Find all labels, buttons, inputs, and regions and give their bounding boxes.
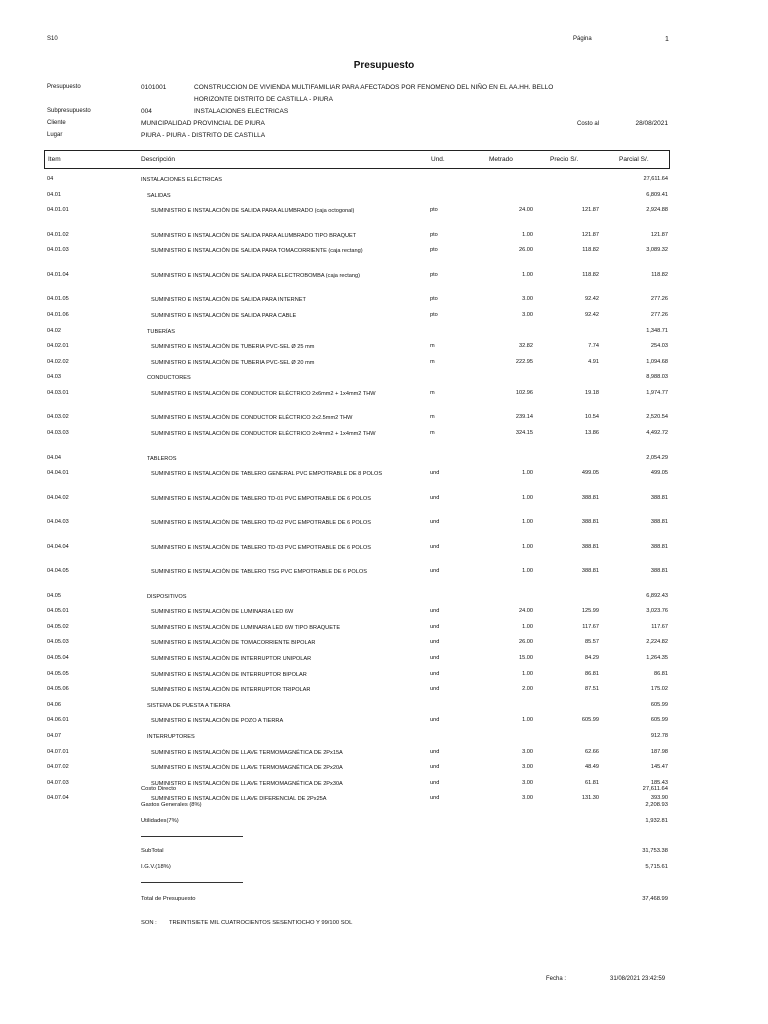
subpresupuesto-desc: INSTALACIONES ELECTRICAS <box>194 108 289 115</box>
row-unit: m <box>430 358 435 365</box>
row-metrado: 222.95 <box>515 358 533 365</box>
row-parcial: 3,023.76 <box>646 608 668 615</box>
son-label: SON : <box>141 920 157 926</box>
row-description: INSTALACIONES ELÉCTRICAS <box>141 177 223 183</box>
row-precio: 121.87 <box>581 231 599 238</box>
row-description: SALIDAS <box>147 192 171 199</box>
row-metrado: 1.00 <box>522 670 533 677</box>
column-header <box>44 150 670 169</box>
row-item-code: 04.02 <box>47 327 61 334</box>
row-description: SUMINISTRO E INSTALACIÓN DE LLAVE TERMOMAGNÉTICA DE 2Px20A <box>151 765 343 772</box>
page-number: 1 <box>665 36 669 43</box>
igv-label: I.G.V.(18%) <box>141 864 171 870</box>
row-unit: m <box>430 430 435 436</box>
row-item-code: 04.07 <box>47 733 61 739</box>
row-item-code: 04.01 <box>47 191 61 198</box>
subpresupuesto-label: Subpresupuesto <box>47 108 91 114</box>
row-unit: und <box>430 623 440 630</box>
row-precio: 85.57 <box>585 639 599 646</box>
row-precio: 19.18 <box>585 389 599 396</box>
row-description: SUMINISTRO E INSTALACIÓN DE SALIDA PARA TOMACORRIENTE (caja rectang) <box>151 248 363 255</box>
row-parcial: 185.43 <box>650 779 668 786</box>
row-unit: m <box>430 414 435 421</box>
col-descripcion: Descripción <box>141 156 175 163</box>
row-metrado: 1.00 <box>522 623 533 630</box>
row-metrado: 26.00 <box>519 247 533 254</box>
row-metrado: 26.00 <box>519 639 533 646</box>
row-precio: 62.66 <box>585 748 599 755</box>
row-metrado: 3.00 <box>522 779 533 786</box>
row-unit: und <box>430 655 440 661</box>
row-unit: und <box>430 686 440 693</box>
row-unit: und <box>430 568 440 575</box>
row-unit: m <box>430 389 435 396</box>
row-item-code: 04.04.05 <box>47 568 69 575</box>
row-description: SUMINISTRO E INSTALACIÓN DE LUMINARIA LED 6W TIPO BRAQUETE <box>151 624 341 631</box>
row-unit: m <box>430 343 435 350</box>
row-metrado: 3.00 <box>522 311 533 318</box>
row-description: SUMINISTRO E INSTALACIÓN DE LLAVE TERMOMAGNÉTICA DE 2Px30A <box>151 780 343 787</box>
row-metrado: 24.00 <box>519 207 533 214</box>
row-description: SUMINISTRO E INSTALACIÓN DE TOMACORRIENTE BIPOLAR <box>151 640 316 647</box>
row-unit: und <box>430 608 440 615</box>
row-unit: pto <box>430 207 438 214</box>
row-description: SUMINISTRO E INSTALACIÓN DE LLAVE TERMOMAGNÉTICA DE 2Px15A <box>151 749 343 756</box>
row-unit: und <box>430 748 440 755</box>
row-metrado: 32.82 <box>519 343 533 350</box>
row-precio: 10.54 <box>585 414 599 421</box>
row-description: SUMINISTRO E INSTALACIÓN DE TABLERO GENERAL PVC EMPOTRABLE DE 8 POLOS <box>151 471 383 478</box>
row-item-code: 04.05.06 <box>47 686 69 693</box>
row-parcial: 27,611.64 <box>643 176 668 182</box>
row-item-code: 04.03 <box>47 374 61 381</box>
row-parcial: 121.87 <box>650 231 668 238</box>
page-title: Presupuesto <box>353 60 415 71</box>
row-item-code: 04.05.04 <box>47 655 69 661</box>
gastos-value: 2,208.93 <box>645 802 668 808</box>
total-label: Total de Presupuesto <box>141 896 196 902</box>
row-item-code: 04.01.05 <box>47 296 69 303</box>
row-description: SUMINISTRO E INSTALACIÓN DE INTERRUPTOR BIPOLAR <box>151 671 307 678</box>
row-item-code: 04.01.03 <box>47 247 69 254</box>
page-label: Página <box>573 36 592 42</box>
row-item-code: 04.07.01 <box>47 748 69 755</box>
row-precio: 7.74 <box>588 343 599 350</box>
fecha-label: Fecha : <box>546 976 567 982</box>
row-unit: und <box>430 639 440 646</box>
row-parcial: 6,892.43 <box>646 592 668 599</box>
row-unit: pto <box>430 231 438 238</box>
row-precio: 4.91 <box>588 358 599 365</box>
row-description: SUMINISTRO E INSTALACIÓN DE SALIDA PARA CABLE <box>151 312 297 319</box>
row-unit: pto <box>430 296 438 303</box>
row-unit: und <box>430 670 440 677</box>
row-description: SUMINISTRO E INSTALACIÓN DE POZO A TIERRA <box>151 718 284 725</box>
igv-value: 5,715.61 <box>645 864 668 870</box>
row-precio: 61.81 <box>585 779 599 786</box>
costo-label: Costo al <box>577 121 600 127</box>
row-precio: 92.42 <box>585 311 599 318</box>
row-precio: 118.82 <box>582 271 599 278</box>
row-precio: 121.87 <box>581 207 599 214</box>
row-unit: pto <box>430 271 438 278</box>
row-parcial: 912.78 <box>650 733 668 739</box>
presupuesto-code: 0101001 <box>141 84 167 91</box>
row-item-code: 04.06.01 <box>47 717 69 724</box>
row-item-code: 04.04.02 <box>47 494 69 501</box>
row-unit: und <box>430 470 440 477</box>
utilidades-label: Utilidades(7%) <box>141 818 179 824</box>
lugar-label: Lugar <box>47 132 63 138</box>
row-precio: 92.42 <box>585 296 599 303</box>
row-parcial: 1,094.68 <box>646 358 668 365</box>
row-description: CONDUCTORES <box>147 375 191 382</box>
row-parcial: 1,974.77 <box>646 389 668 396</box>
subtotal-value: 31,753.38 <box>642 848 668 854</box>
row-metrado: 24.00 <box>519 608 533 615</box>
row-description: SUMINISTRO E INSTALACIÓN DE SALIDA PARA INTERNET <box>151 297 306 304</box>
row-item-code: 04.03.03 <box>47 430 69 436</box>
row-description: SUMINISTRO E INSTALACIÓN DE TABLERO TD-02 PVC EMPOTRABLE DE 6 POLOS <box>151 520 371 527</box>
row-precio: 117.67 <box>582 623 599 630</box>
row-precio: 125.99 <box>581 608 599 615</box>
row-item-code: 04.06 <box>47 701 61 708</box>
row-precio: 131.30 <box>581 795 599 802</box>
row-metrado: 1.00 <box>522 231 533 238</box>
row-item-code: 04.05.02 <box>47 623 69 630</box>
row-description: SUMINISTRO E INSTALACIÓN DE SALIDA PARA ELECTROBOMBA (caja rectang) <box>151 272 360 279</box>
row-metrado: 3.00 <box>522 764 533 771</box>
row-item-code: 04.07.04 <box>47 795 69 802</box>
col-precio: Precio S/. <box>550 156 579 163</box>
row-metrado: 239.14 <box>515 414 533 421</box>
row-metrado: 102.96 <box>515 389 533 396</box>
row-description: TUBERÍAS <box>147 328 175 335</box>
row-metrado: 3.00 <box>522 296 533 303</box>
row-metrado: 1.00 <box>522 494 533 501</box>
row-description: SUMINISTRO E INSTALACIÓN DE LLAVE DIFERENCIAL DE 2Px25A <box>151 796 327 803</box>
presupuesto-label: Presupuesto <box>47 84 81 90</box>
row-precio: 118.82 <box>582 247 599 254</box>
subpresupuesto-code: 004 <box>141 108 152 115</box>
row-item-code: 04.02.02 <box>47 358 69 365</box>
row-parcial: 187.98 <box>650 748 668 755</box>
cliente-label: Cliente <box>47 120 66 126</box>
row-description: SUMINISTRO E INSTALACIÓN DE SALIDA PARA ALUMBRADO TIPO BRAQUET <box>151 232 357 239</box>
row-metrado: 1.00 <box>522 519 533 526</box>
row-unit: pto <box>430 247 438 254</box>
row-description: TABLEROS <box>147 455 177 462</box>
row-description: SUMINISTRO E INSTALACIÓN DE INTERRUPTOR UNIPOLAR <box>151 656 312 662</box>
col-item: Item <box>48 156 61 163</box>
row-precio: 388.81 <box>581 494 599 501</box>
utilidades-value: 1,932.81 <box>645 818 668 824</box>
row-metrado: 15.00 <box>519 655 533 661</box>
row-item-code: 04.01.02 <box>47 231 69 238</box>
row-description: SUMINISTRO E INSTALACIÓN DE CONDUCTOR ELÉCTRICO 2x4mm2 + 1x4mm2 THW <box>151 431 376 437</box>
row-parcial: 118.82 <box>651 271 668 278</box>
col-und: Und. <box>431 156 445 163</box>
row-parcial: 1,264.35 <box>646 655 668 661</box>
row-parcial: 2,924.88 <box>646 207 668 214</box>
row-unit: und <box>430 519 440 526</box>
cliente-value: MUNICIPALIDAD PROVINCIAL DE PIURA <box>141 120 265 127</box>
row-metrado: 1.00 <box>522 271 533 278</box>
row-parcial: 8,988.03 <box>646 374 668 381</box>
row-unit: pto <box>430 311 438 318</box>
software-mark: S10 <box>47 36 58 42</box>
row-item-code: 04.07.02 <box>47 764 69 771</box>
row-metrado: 1.00 <box>522 717 533 724</box>
row-item-code: 04.05.01 <box>47 608 69 615</box>
row-parcial: 2,224.82 <box>646 639 668 646</box>
row-item-code: 04.05 <box>47 592 61 599</box>
row-precio: 605.99 <box>581 717 599 724</box>
row-precio: 388.81 <box>581 519 599 526</box>
row-description: INTERRUPTORES <box>147 734 195 740</box>
row-unit: und <box>430 779 440 786</box>
row-description: SUMINISTRO E INSTALACIÓN DE TABLERO TSG PVC EMPOTRABLE DE 6 POLOS <box>151 569 367 576</box>
row-parcial: 2,054.29 <box>646 454 668 461</box>
row-precio: 388.81 <box>581 543 599 550</box>
row-metrado: 1.00 <box>522 470 533 477</box>
row-item-code: 04.04 <box>47 454 61 461</box>
row-parcial: 3,089.32 <box>646 247 668 254</box>
row-parcial: 4,492.72 <box>646 430 668 436</box>
row-metrado: 3.00 <box>522 795 533 802</box>
row-description: SUMINISTRO E INSTALACIÓN DE SALIDA PARA ALUMBRADO (caja octogonal) <box>151 208 355 215</box>
row-item-code: 04.04.04 <box>47 543 69 550</box>
row-item-code: 04 <box>47 176 54 182</box>
row-parcial: 388.81 <box>650 568 668 575</box>
row-parcial: 388.81 <box>650 519 668 526</box>
row-unit: und <box>430 795 440 802</box>
row-parcial: 605.99 <box>650 701 668 708</box>
row-metrado: 2.00 <box>522 686 533 693</box>
row-parcial: 499.05 <box>650 470 668 477</box>
row-parcial: 1,348.71 <box>646 327 668 334</box>
row-description: SUMINISTRO E INSTALACIÓN DE INTERRUPTOR TRIPOLAR <box>151 687 311 694</box>
row-unit: und <box>430 543 440 550</box>
row-item-code: 04.07.03 <box>47 779 69 786</box>
presupuesto-desc-2: HORIZONTE DISTRITO DE CASTILLA - PIURA <box>194 96 333 103</box>
costo-date: 28/08/2021 <box>635 120 668 127</box>
row-item-code: 04.03.02 <box>47 414 69 421</box>
col-metrado: Metrado <box>489 156 513 163</box>
subtotal-label: SubTotal <box>141 848 164 854</box>
row-metrado: 324.15 <box>515 430 533 436</box>
row-metrado: 1.00 <box>522 543 533 550</box>
row-description: SUMINISTRO E INSTALACIÓN DE TABLERO TD-01 PVC EMPOTRABLE DE 6 POLOS <box>151 495 371 502</box>
row-description: SUMINISTRO E INSTALACIÓN DE LUMINARIA LED 6W <box>151 609 294 616</box>
row-unit: und <box>430 717 440 724</box>
fecha-value: 31/08/2021 23:42:59 <box>610 976 666 982</box>
row-description: SUMINISTRO E INSTALACIÓN DE TABLERO TD-03 PVC EMPOTRABLE DE 6 POLOS <box>151 544 371 551</box>
row-item-code: 04.04.01 <box>47 470 69 477</box>
col-parcial: Parcial S/. <box>619 156 649 163</box>
gastos-label: Gastos Generales (8%) <box>141 802 202 808</box>
row-parcial: 254.03 <box>650 343 668 350</box>
row-precio: 499.05 <box>581 470 599 477</box>
row-description: SUMINISTRO E INSTALACIÓN DE TUBERIA PVC-SEL Ø 25 mm <box>151 344 315 351</box>
row-parcial: 117.67 <box>651 623 668 630</box>
row-parcial: 388.81 <box>650 494 668 501</box>
total-value: 37,468.99 <box>642 896 668 902</box>
row-parcial: 6,809.41 <box>646 191 668 198</box>
row-parcial: 605.99 <box>650 717 668 724</box>
row-item-code: 04.01.06 <box>47 311 69 318</box>
row-parcial: 393.90 <box>650 795 668 802</box>
row-description: DISPOSITIVOS <box>147 593 187 600</box>
row-item-code: 04.04.03 <box>47 519 69 526</box>
row-precio: 86.81 <box>585 670 599 677</box>
row-parcial: 86.81 <box>654 670 668 677</box>
row-description: SUMINISTRO E INSTALACIÓN DE TUBERIA PVC-SEL Ø 20 mm <box>151 359 315 366</box>
costo-directo-value: 27,611.64 <box>642 786 668 792</box>
row-parcial: 175.02 <box>650 686 668 693</box>
row-metrado: 3.00 <box>522 748 533 755</box>
lugar-value: PIURA - PIURA - DISTRITO DE CASTILLA <box>141 132 266 139</box>
row-item-code: 04.03.01 <box>47 389 69 396</box>
row-precio: 13.86 <box>585 430 599 436</box>
row-item-code: 04.01.01 <box>47 207 69 214</box>
row-precio: 87.51 <box>585 686 599 693</box>
separator-line <box>141 836 243 837</box>
separator-line <box>141 882 243 883</box>
row-precio: 84.29 <box>585 655 599 661</box>
row-parcial: 277.26 <box>650 311 668 318</box>
row-parcial: 145.47 <box>650 764 668 771</box>
row-metrado: 1.00 <box>522 568 533 575</box>
row-item-code: 04.05.03 <box>47 639 69 646</box>
row-precio: 48.49 <box>585 764 599 771</box>
row-parcial: 277.26 <box>650 296 668 303</box>
row-unit: und <box>430 764 440 771</box>
row-description: SISTEMA DE PUESTA A TIERRA <box>147 702 231 709</box>
row-precio: 388.81 <box>581 568 599 575</box>
row-item-code: 04.05.05 <box>47 670 69 677</box>
row-parcial: 388.81 <box>650 543 668 550</box>
row-description: SUMINISTRO E INSTALACIÓN DE CONDUCTOR ELÉCTRICO 2x2.5mm2 THW <box>151 415 353 422</box>
row-description: SUMINISTRO E INSTALACIÓN DE CONDUCTOR ELÉCTRICO 2x6mm2 + 1x4mm2 THW <box>151 390 376 397</box>
row-item-code: 04.01.04 <box>47 271 69 278</box>
row-unit: und <box>430 494 440 501</box>
row-parcial: 2,520.54 <box>646 414 668 421</box>
row-item-code: 04.02.01 <box>47 343 69 350</box>
son-text: TREINTISIETE MIL CUATROCIENTOS SESENTIOCHO Y 99/100 SOL <box>169 920 353 926</box>
presupuesto-desc-1: CONSTRUCCION DE VIVIENDA MULTIFAMILIAR PARA AFECTADOS POR FENOMENO DEL NIÑO EN EL AA.HH. BELLO <box>194 84 554 91</box>
costo-directo-label: Costo Directo <box>141 786 177 792</box>
